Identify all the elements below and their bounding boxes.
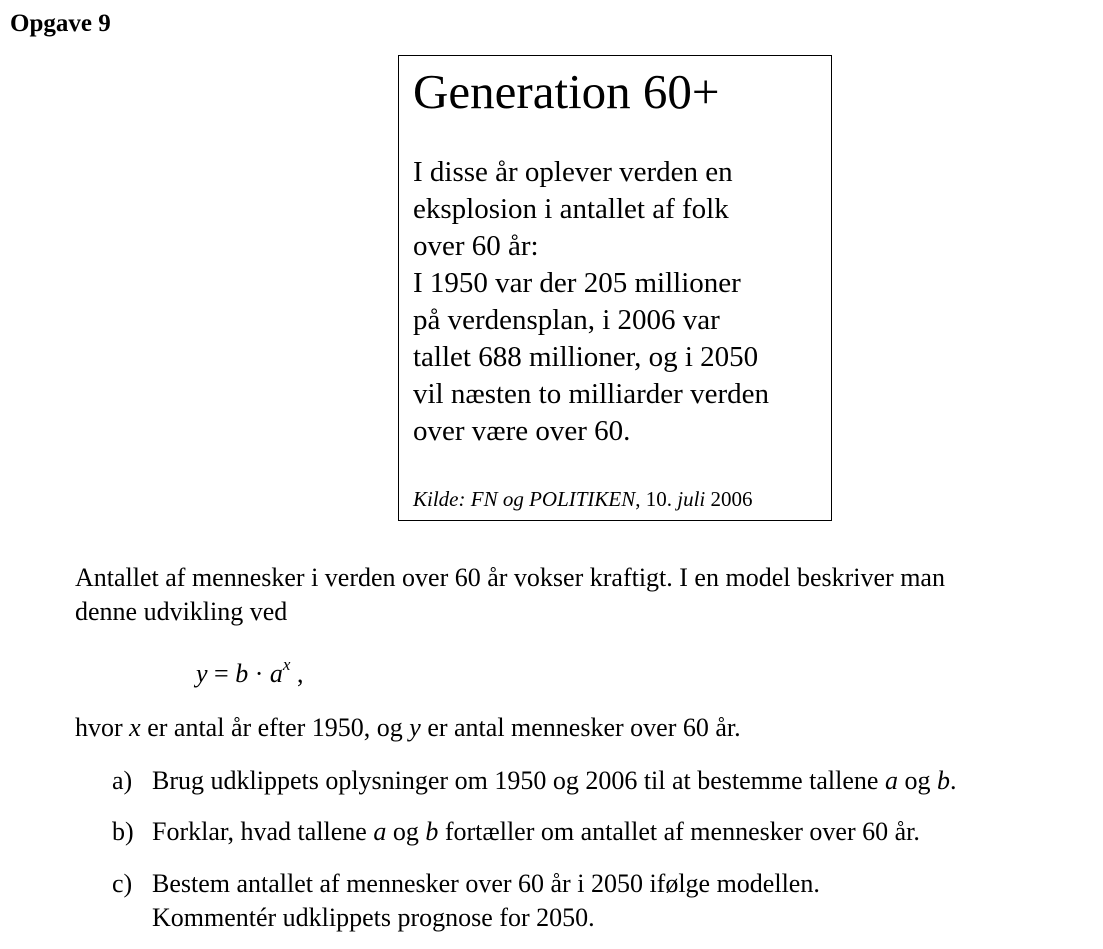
model-formula [196, 657, 303, 691]
question-b [112, 815, 920, 849]
question-text-part: og [897, 766, 937, 795]
formula-dot: · [248, 659, 270, 688]
var-x: x [129, 713, 141, 742]
formula-trailing-comma: , [290, 659, 304, 688]
question-c [112, 867, 820, 901]
intro-line-2: denne udvikling ved [75, 597, 288, 626]
explanation-text: er antal mennesker over 60 år. [420, 713, 741, 742]
source-label: Kilde: FN og POLITIKEN [413, 487, 636, 511]
var-b: b [936, 766, 950, 795]
question-text-part: Forklar, hvad tallene [152, 817, 374, 846]
formula-y: y [196, 659, 208, 688]
formula-exponent-x: x [282, 655, 291, 674]
var-a: a [884, 766, 898, 795]
question-text-part: og [386, 817, 426, 846]
clipping-line: på verdensplan, i 2006 var [413, 304, 720, 336]
clipping-line: eksplosion i antallet af folk [413, 193, 729, 225]
question-text-part: fortæller om antallet af mennesker over 60 år. [438, 817, 920, 846]
question-text: Bestem antallet af mennesker over 60 år i 2050 ifølge modellen. [152, 869, 820, 898]
clipping-source [413, 484, 753, 514]
question-text [152, 815, 920, 849]
intro-line-1: Antallet af mennesker i verden over 60 år vokser kraftigt. I en model beskriver man [75, 563, 945, 592]
formula-a: a [269, 659, 283, 688]
source-date-day: , 10. [635, 487, 673, 511]
question-text-part: Brug udklippets oplysninger om 1950 og 2006 til at bestemme tallene [152, 766, 885, 795]
clipping-line: over være over 60. [413, 415, 631, 447]
clipping-line: I 1950 var der 205 millioner [413, 267, 741, 299]
exercise-heading: Opgave 9 [10, 10, 111, 37]
question-text: Kommentér udklippets prognose for 2050. [152, 903, 595, 932]
source-date-month: juli [677, 487, 706, 511]
clipping-body [413, 154, 825, 450]
var-b: b [425, 817, 439, 846]
explanation-text: hvor [75, 713, 130, 742]
explanation-text: er antal år efter 1950, og [140, 713, 410, 742]
question-label: c) [112, 869, 133, 898]
question-label: a) [112, 766, 133, 795]
formula-b: b [235, 659, 249, 688]
question-text [152, 764, 956, 798]
question-label: b) [112, 817, 134, 846]
question-text-part: . [949, 766, 957, 795]
clipping-line: I disse år oplever verden en [413, 156, 733, 188]
newspaper-clipping [398, 55, 832, 521]
source-date-year: 2006 [705, 487, 753, 511]
variable-explanation [75, 711, 741, 745]
var-a: a [373, 817, 387, 846]
question-c-continuation [112, 901, 595, 935]
clipping-line: vil næsten to milliarder verden [413, 378, 769, 410]
var-y: y [409, 713, 421, 742]
formula-equals: = [207, 659, 236, 688]
clipping-title: Generation 60+ [413, 64, 720, 119]
clipping-line: tallet 688 millioner, og i 2050 [413, 341, 759, 373]
question-a [112, 764, 957, 798]
clipping-line: over 60 år: [413, 230, 539, 262]
